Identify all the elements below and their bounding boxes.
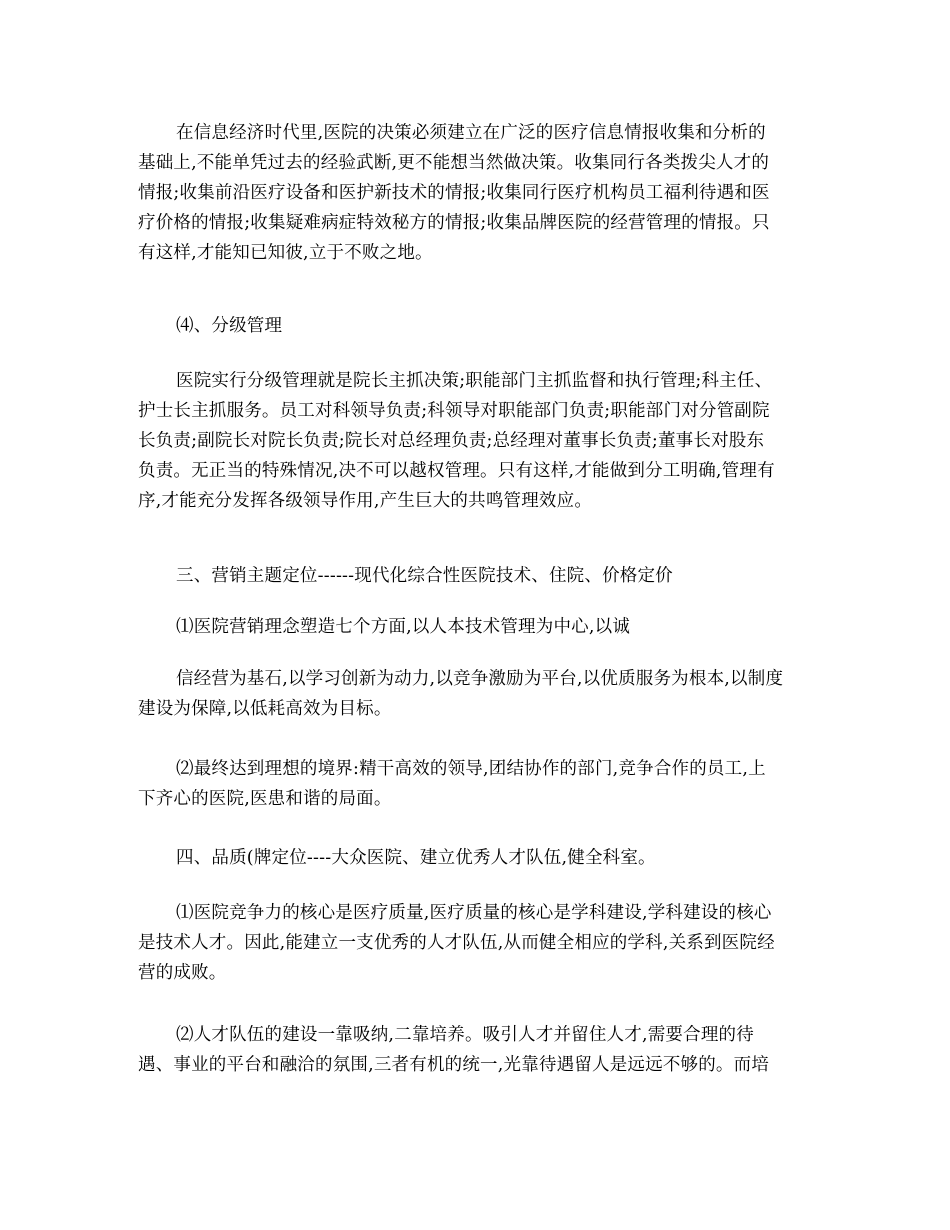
text-line: 护士长主抓服务。员工对科领导负责;科领导对职能部门负责;职能部门对分管副院 bbox=[138, 401, 770, 421]
paragraph-quality-point-1 bbox=[138, 898, 818, 988]
text-line: 基础上,不能单凭过去的经验武断,更不能想当然做决策。收集同行各类拨尖人才的 bbox=[138, 153, 770, 173]
paragraph-marketing-point-1-cont bbox=[138, 664, 818, 724]
text-line: 遇、事业的平台和融洽的氛围,三者有机的统一,光靠待遇留人是远远不够的。而培 bbox=[138, 1055, 770, 1075]
text-line: 序,才能充分发挥各级领导作用,产生巨大的共鸣管理效应。 bbox=[138, 491, 593, 511]
text-line: ⑵最终达到理想的境界:精干高效的领导,团结协作的部门,竞争合作的员工,上 bbox=[176, 759, 766, 779]
paragraph-marketing-point-2 bbox=[138, 754, 818, 814]
text-line: 四、品质(牌定位----大众医院、建立优秀人才队伍,健全科室。 bbox=[176, 848, 656, 868]
heading-quality-positioning bbox=[138, 843, 818, 873]
paragraph-quality-point-2 bbox=[138, 1020, 818, 1080]
text-line: ⑵人才队伍的建设一靠吸纳,二靠培养。吸引人才并留住人才,需要合理的待 bbox=[176, 1025, 754, 1045]
paragraph-tiered-management bbox=[138, 366, 818, 516]
text-line: 建设为保障,以低耗高效为目标。 bbox=[138, 699, 392, 719]
text-line: 有这样,才能知已知彼,立于不败之地。 bbox=[138, 243, 433, 263]
text-line: 下齐心的医院,医患和谐的局面。 bbox=[138, 789, 392, 809]
text-line: 情报;收集前沿医疗设备和医护新技术的情报;收集同行医疗机构员工福利待遇和医 bbox=[138, 183, 770, 203]
text-line: 信经营为基石,以学习创新为动力,以竞争激励为平台,以优质服务为根本,以制度 bbox=[176, 669, 784, 689]
text-line: 负责。无正当的特殊情况,决不可以越权管理。只有这样,才能做到分工明确,管理有 bbox=[138, 461, 775, 481]
text-line: 三、营销主题定位------现代化综合性医院技术、住院、价格定价 bbox=[176, 566, 673, 586]
text-line: 医院实行分级管理就是院长主抓决策;职能部门主抓监督和执行管理;科主任、 bbox=[176, 371, 773, 391]
paragraph-marketing-point-1 bbox=[138, 612, 818, 642]
text-line: ⑴医院营销理念塑造七个方面,以人本技术管理为中心,以诚 bbox=[176, 617, 631, 637]
text-line: 是技术人才。因此,能建立一支优秀的人才队伍,从而健全相应的学科,关系到医院经 bbox=[138, 933, 775, 953]
text-line: 在信息经济时代里,医院的决策必须建立在广泛的医疗信息情报收集和分析的 bbox=[176, 123, 766, 143]
heading-tiered-management bbox=[138, 311, 818, 341]
paragraph-information-gathering bbox=[138, 118, 818, 268]
heading-marketing-positioning bbox=[138, 561, 818, 591]
text-line: 疗价格的情报;收集疑难病症特效秘方的情报;收集品牌医院的经营管理的情报。只 bbox=[138, 213, 770, 233]
text-line: ⑷、分级管理 bbox=[176, 316, 283, 336]
text-line: 营的成败。 bbox=[138, 963, 227, 983]
text-line: 长负责;副院长对院长负责;院长对总经理负责;总经理对董事长负责;董事长对股东 bbox=[138, 431, 765, 451]
text-line: ⑴医院竞争力的核心是医疗质量,医疗质量的核心是学科建设,学科建设的核心 bbox=[176, 903, 772, 923]
